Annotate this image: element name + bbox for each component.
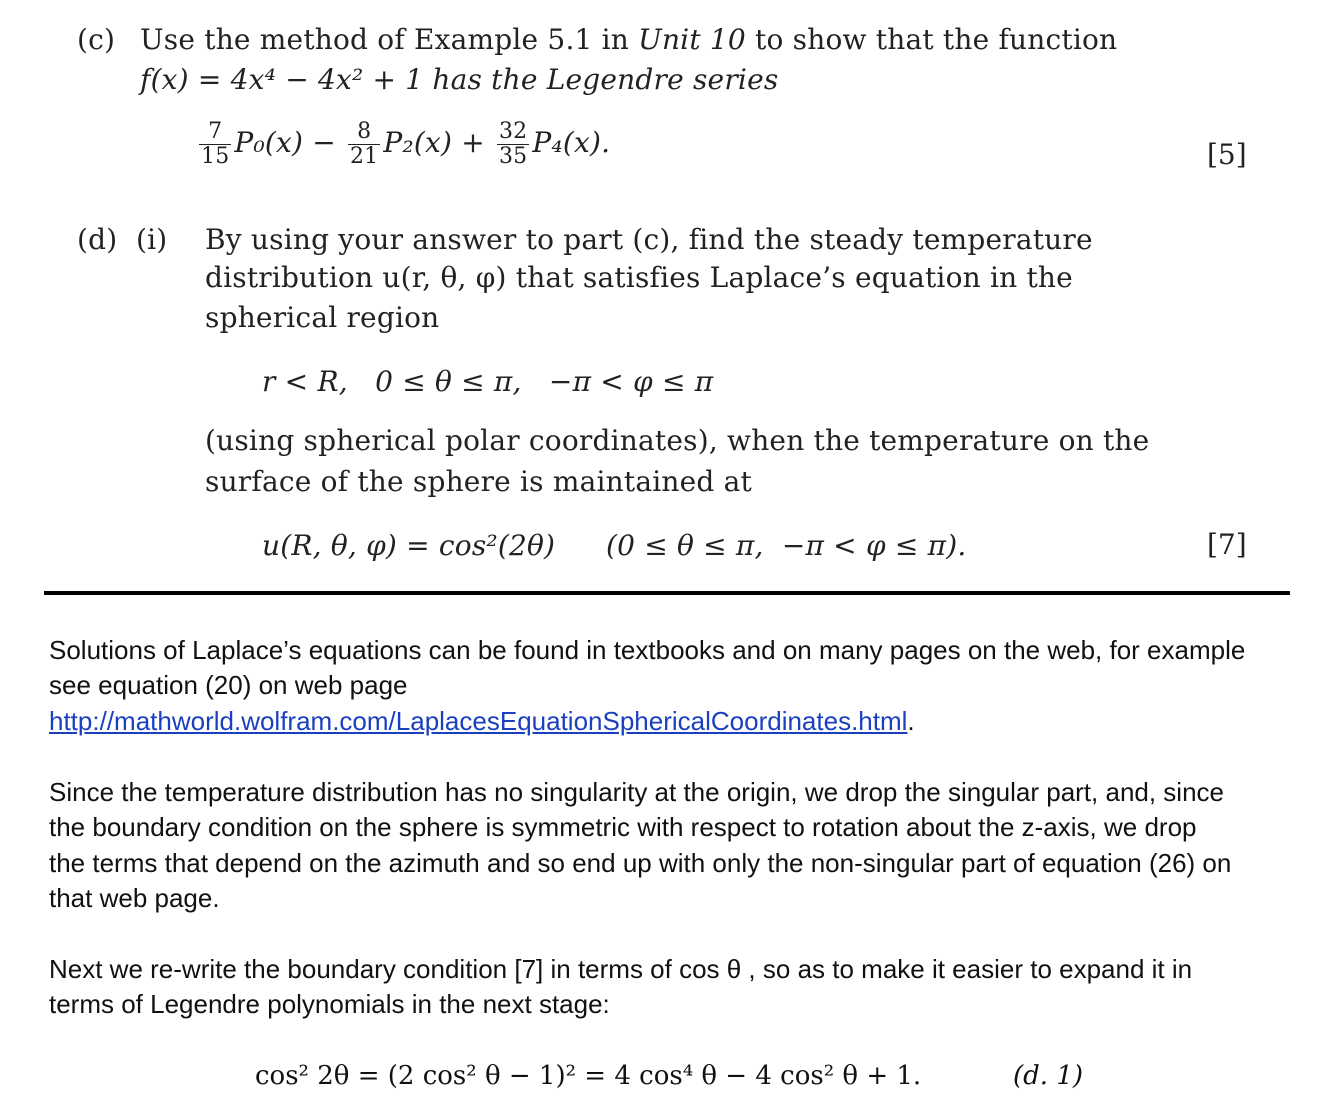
note-para-1-line-1: Solutions of Laplace’s equations can be found in textbooks and on many pages on the web, for example [49,635,1246,665]
mathworld-link[interactable]: http://mathworld.wolfram.com/LaplacesEquationSphericalCoordinates.html [49,706,908,736]
part-d-line-5: surface of the sphere is maintained at [205,465,752,498]
part-c-label: (c) [77,23,116,56]
section-divider [44,591,1290,595]
part-c-line-2: f(x) = 4x⁴ − 4x² + 1 has the Legendre series [140,63,779,96]
part-c-unit-ref: Unit 10 [638,23,746,56]
boundary-condition: u(R, θ, φ) = cos²(2θ) [262,529,556,562]
part-c-line-1-pre: Use the method of Example 5.1 in [140,23,639,56]
part-c-line-1-post: to show that the function [745,23,1118,56]
part-d-line-3: spherical region [205,301,440,334]
part-d-line-1: By using your answer to part (c), find the steady temperature [205,223,1093,256]
legendre-series [196,120,610,169]
part-d-sublabel: (i) [136,223,168,256]
spherical-region: r < R, 0 ≤ θ ≤ π, −π < φ ≤ π [262,365,714,398]
series-term-p4: P₄(x). [532,126,611,159]
note-para-3-line-2: terms of Legendre polynomials in the next stage: [49,989,610,1019]
part-d-marks: [7] [1207,528,1247,561]
note-para-1-line-2: see equation (20) on web page [49,670,408,700]
part-d-line-2: distribution u(r, θ, φ) that satisfies Laplace’s equation in the [205,261,1073,294]
mathworld-link-line [49,704,915,739]
fraction-8-21: $\frac{8}{21}$ [349,119,379,169]
fraction-32-35: $\frac{32}{35}$ [498,119,528,169]
link-trailing-period: . [907,706,915,736]
part-d-line-4: (using spherical polar coordinates), when the temperature on the [205,424,1150,457]
part-d-label: (d) [77,223,118,256]
note-para-2-line-1: Since the temperature distribution has no singularity at the origin, we drop the singular part, and, since [49,777,1225,807]
equation-d1-label: (d. 1) [1013,1061,1084,1091]
series-term-p2: P₂(x) + [383,126,485,159]
series-term-p0: P₀(x) − [234,126,336,159]
note-para-2-line-2: the boundary condition on the sphere is symmetric with respect to rotation about the z-axis, we drop [49,812,1197,842]
note-para-2-line-3: the terms that depend on the azimuth and so end up with only the non-singular part of equation (26) on [49,848,1232,878]
part-c-line-1 [140,20,1117,60]
part-c-marks: [5] [1207,138,1247,171]
equation-d1: cos² 2θ = (2 cos² θ − 1)² = 4 cos⁴ θ − 4 cos² θ + 1. [255,1061,922,1091]
fraction-7-15: $\frac{7}{15}$ [201,119,230,169]
note-para-2-line-4: that web page. [49,883,220,913]
note-para-3-line-1: Next we re-write the boundary condition [7] in terms of cos θ , so as to make it easier to expand it in [49,954,1193,984]
boundary-range: (0 ≤ θ ≤ π, −π < φ ≤ π). [606,529,967,562]
